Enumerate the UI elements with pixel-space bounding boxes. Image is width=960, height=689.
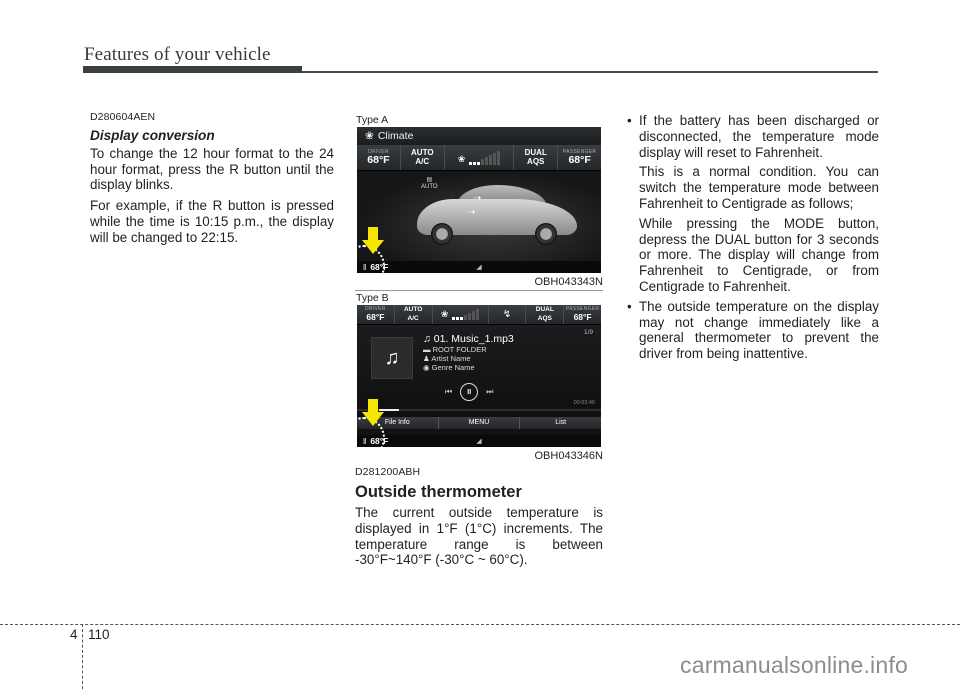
highlight-arrow-icon <box>362 227 384 255</box>
softkey-file-info: File Info <box>357 417 439 429</box>
track-title: 01. Music_1.mp3 <box>433 333 514 345</box>
chapter-number: 4 <box>70 627 78 642</box>
car-wheel <box>431 223 453 245</box>
outside-temperature: 68°F <box>370 262 389 272</box>
paragraph: To change the 12 hour format to the 24 hour format, press the R button until the display blinks. <box>90 145 334 193</box>
bullet-item <box>627 113 879 295</box>
media-player-area <box>357 325 601 417</box>
elapsed-time: 00:03:46 <box>573 400 595 406</box>
softkey-menu: MENU <box>439 417 521 429</box>
dual-aqs-cell: DUAL AQS <box>526 305 564 324</box>
paragraph: While pressing the MODE button, depress the DUAL button for 3 seconds or more. The display will change from Fahrenheit to Centigrade, or from Centigrade to Fahrenheit. <box>639 215 879 294</box>
paragraph: For example, if the R button is pressed while the time is 10:15 p.m., the display will be changed to 22:15. <box>90 198 334 245</box>
section-code: D281200ABH <box>355 466 421 478</box>
screen-title: Climate <box>377 130 414 142</box>
car-airflow-illustration <box>357 171 601 261</box>
fan-icon: ❀ <box>457 153 466 164</box>
footer-rule <box>0 624 960 625</box>
airflow-arrow-icon: ➝ <box>473 193 482 204</box>
outside-temperature: 68°F <box>370 436 389 446</box>
paragraph: The current outside temperature is displayed in 1°F (1°C) increments. The temperature range is between -30°F~140°F (-30°C ~ 60°C). <box>355 505 603 568</box>
car-wheel <box>535 223 557 245</box>
passenger-temp-cell: PASSENGER 68°F <box>562 149 597 166</box>
section-code: D280604AEN <box>90 111 156 123</box>
bullet-item <box>627 299 879 362</box>
highlight-arrow-icon <box>362 399 384 427</box>
figure-label-type-b: Type B <box>356 292 389 304</box>
music-note-icon: ♫ <box>423 333 434 345</box>
defrost-icon: ▤ <box>426 177 433 183</box>
paragraph: • If the battery has been discharged or disconnected, the temperature mode display will reset to Fahrenheit. <box>639 113 879 160</box>
fan-speed-cell <box>433 305 489 324</box>
previous-track-icon: ⏮ <box>445 387 453 396</box>
section-heading: Outside thermometer <box>355 483 522 501</box>
signal-icon: ◢ <box>476 264 482 271</box>
airflow-mode-icon: ↯ <box>502 309 512 320</box>
pause-icon: II <box>460 383 478 401</box>
header-rule <box>302 71 878 73</box>
airflow-mode-cell <box>489 305 527 324</box>
section-heading: Display conversion <box>90 128 215 143</box>
watermark: carmanualsonline.info <box>680 652 908 678</box>
genre-name: Genre Name <box>431 363 475 373</box>
screen-title-bar <box>357 127 601 145</box>
signal-icon: ◢ <box>476 438 482 445</box>
defrost-indicator: ▤ AUTO <box>421 177 438 190</box>
progress-bar <box>357 409 601 411</box>
track-count: 1/9 <box>583 329 593 336</box>
figure-code: OBH043343N <box>534 276 603 288</box>
driver-temp-cell: DRIVER 68°F <box>357 305 395 324</box>
footer-divider <box>82 624 83 689</box>
page-number: 110 <box>88 627 110 642</box>
folder-name: ROOT FOLDER <box>432 345 487 354</box>
airflow-arrow-icon: ➝ <box>467 207 476 218</box>
fan-icon: ❀ <box>440 309 449 319</box>
header-bar <box>83 66 302 73</box>
auto-ac-cell: AUTO A/C <box>401 145 445 170</box>
fan-speed-cell <box>445 145 515 170</box>
climate-status-bar <box>357 305 601 325</box>
artist-name: Artist Name <box>431 354 471 364</box>
screen-bottom-bar <box>357 435 601 447</box>
dual-aqs-cell: DUAL AQS <box>514 145 558 170</box>
audio-screen-type-b <box>357 305 601 447</box>
fan-icon: ❀ <box>365 130 374 142</box>
passenger-temp-cell: PASSENGER 68°F <box>565 306 600 322</box>
screen-bottom-bar <box>357 261 601 273</box>
thermometer-icon: ‖ <box>363 436 367 446</box>
softkey-list: List <box>555 419 567 426</box>
softkey-bar <box>357 417 601 429</box>
climate-status-bar <box>357 145 601 171</box>
figure-label-type-a: Type A <box>356 114 389 126</box>
driver-temp-cell: DRIVER 68°F <box>357 145 401 170</box>
artist-icon: ♟ <box>423 354 432 364</box>
folder-icon: ▬ <box>423 345 433 354</box>
temperature-notes <box>627 113 879 366</box>
fan-speed-indicator <box>458 151 501 165</box>
genre-icon: ◉ <box>423 363 432 373</box>
album-art-music-icon: ♫ <box>371 337 413 379</box>
outside-thermometer-section <box>355 466 603 573</box>
page-section-title: Features of your vehicle <box>84 44 271 65</box>
track-info <box>423 333 514 373</box>
playback-controls <box>445 383 493 401</box>
fan-speed-indicator <box>441 309 480 320</box>
next-track-icon: ⏭ <box>486 387 494 396</box>
paragraph: This is a normal condition. You can switch the temperature mode between Fahrenheit to Centigrade as follows; <box>639 164 879 211</box>
climate-screen-type-a <box>357 127 601 273</box>
display-conversion-section <box>90 111 334 251</box>
paragraph: • The outside temperature on the display may not change immediately like a general thermometer to prevent the driver from being inattentive. <box>639 298 879 362</box>
auto-ac-cell: AUTO A/C <box>395 305 433 324</box>
thermometer-icon: ‖ <box>363 262 367 272</box>
figure-code: OBH043346N <box>534 450 603 462</box>
figure-divider <box>355 290 603 291</box>
